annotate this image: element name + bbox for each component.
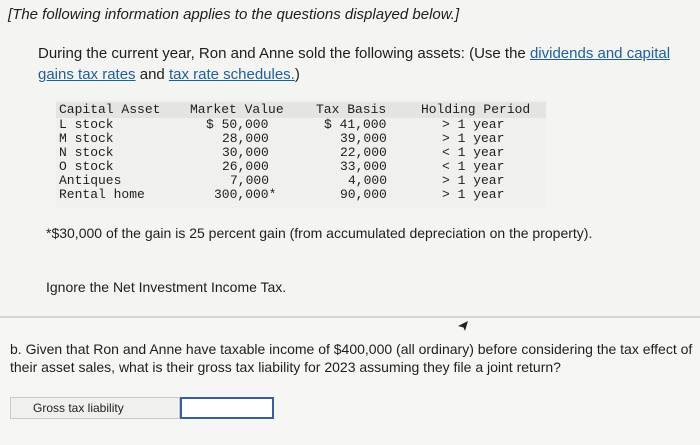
header-holding-period: Holding Period [421,102,531,117]
rental-home-footnote: *$30,000 of the gain is 25 percent gain (from accumulated depreciation on the property). [46,225,593,241]
table-cell-asset: N stock [59,145,114,160]
table-cell-market-value: 30,000 [222,145,269,160]
table-cell-holding-period: > 1 year [442,131,505,146]
table-cell-tax-basis: 90,000 [340,187,387,202]
intro-text-after: ) [294,66,300,83]
table-cell-tax-basis: 33,000 [340,159,387,174]
header-tax-basis: Tax Basis [316,102,387,117]
table-cell-asset: O stock [59,159,114,174]
table-cell-asset: M stock [59,131,114,146]
question-panel [0,318,700,445]
intro-text [38,43,678,85]
table-cell-holding-period: < 1 year [442,145,505,160]
tax-rate-schedules-link[interactable]: tax rate schedules. [168,66,295,83]
table-cell-asset: L stock [59,117,114,132]
intro-text-between: and [135,66,169,83]
ignore-niit-note: Ignore the Net Investment Income Tax. [46,279,287,295]
table-cell-tax-basis: $ 41,000 [324,117,387,132]
table-cell-asset: Rental home [59,187,145,202]
gross-tax-liability-label: Gross tax liability [10,397,180,419]
table-cell-market-value: 26,000 [222,159,269,174]
table-cell-market-value: $ 50,000 [206,117,269,132]
table-cell-holding-period: > 1 year [442,117,505,132]
table-cell-holding-period: < 1 year [442,159,505,174]
table-cell-tax-basis: 22,000 [340,145,387,160]
cursor-icon [456,318,472,334]
table-cell-tax-basis: 4,000 [348,173,388,188]
table-cell-tax-basis: 39,000 [340,131,387,146]
table-cell-market-value: 300,000* [214,187,277,202]
table-cell-market-value: 28,000 [222,131,269,146]
gross-tax-liability-input[interactable] [180,397,274,419]
intro-text-before: During the current year, Ron and Anne sold the following assets: (Use the [38,45,530,62]
asset-table [56,100,546,208]
header-note: [The following information applies to the questions displayed below.] [8,6,460,23]
table-cell-market-value: 7,000 [230,173,270,188]
table-cell-holding-period: > 1 year [442,173,505,188]
header-capital-asset: Capital Asset [59,102,161,117]
table-cell-holding-period: > 1 year [442,187,505,202]
question-b: b. Given that Ron and Anne have taxable income of $400,000 (all ordinary) before considering the tax effect of their asset sales, what is their gross tax liability for 2023 assuming they file a joint return? [10,341,693,375]
dividends-capital-gains-link[interactable]: dividends and capital gains tax rates [38,45,671,83]
table-cell-asset: Antiques [59,173,122,188]
header-market-value: Market Value [190,102,284,117]
